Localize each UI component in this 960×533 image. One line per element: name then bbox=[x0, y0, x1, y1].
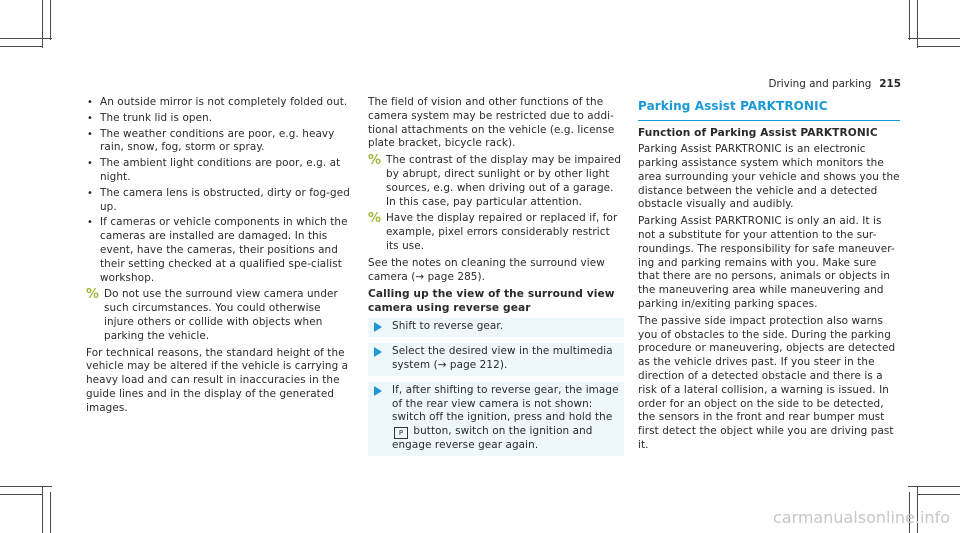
crop-mark bbox=[50, 492, 51, 533]
paragraph: The passive side impact protection also warns you of obstacles to the side. During the parking procedure or maneuvering, objects are detected as the vehicle drives past. If you steer in the direction of a detected obstacle and there is a risk of a lateral collision, a warning is issued. In order for an object on the side to be detected, the sensors in the front and rear bumper must first detect the object while you are driving past it. bbox=[638, 314, 896, 452]
list-item bbox=[86, 112, 350, 126]
list-item bbox=[86, 216, 350, 285]
crop-mark bbox=[0, 38, 52, 39]
paragraph: For technical reasons, the standard height of the vehicle may be altered if the vehicle is carrying a heavy load and can result in inaccuracies in the guide lines and in the display of the generated images. bbox=[86, 346, 349, 414]
list-item bbox=[86, 187, 350, 215]
subheading: Function of Parking Assist PARKTRONIC bbox=[638, 126, 878, 139]
crop-mark bbox=[908, 486, 960, 487]
parking-camera-button-icon: P bbox=[394, 427, 408, 439]
procedure-step bbox=[368, 318, 624, 337]
section-heading: Parking Assist PARKTRONIC bbox=[638, 100, 900, 121]
note-text: Have the display repaired or replaced if, for example, pixel errors considerably restrict its use. bbox=[386, 212, 618, 252]
crop-mark bbox=[908, 38, 960, 39]
list-item-text: The ambient light conditions are poor, e.g. at night. bbox=[100, 157, 341, 183]
note bbox=[86, 288, 350, 343]
step-text: button, switch on the ignition and engage reverse gear again. bbox=[392, 425, 593, 452]
page-header bbox=[768, 78, 901, 90]
note-text: Do not use the surround view camera under such circumstances. You could otherwise injure others or collide with objects when parking the vehicle. bbox=[104, 288, 338, 342]
paragraph: Parking Assist PARKTRONIC is an electronic parking assistance system which monitors the area surrounding your vehicle and shows you the distance between the vehicle and a detected obstacle visually and audibly. bbox=[638, 143, 900, 211]
procedure-step bbox=[368, 343, 624, 376]
crop-mark bbox=[917, 46, 960, 47]
crop-mark bbox=[42, 0, 43, 48]
list-item-text: The trunk lid is open. bbox=[100, 111, 213, 124]
step-arrow-icon bbox=[374, 347, 382, 357]
info-icon: % bbox=[86, 287, 100, 303]
paragraph: Parking Assist PARKTRONIC is only an aid. It is not a substitute for your attention to the sur-roundings. The responsibility for safe maneuver-ing and parking remains with you. Make sure that there are no persons, animals or objects in the maneuvering area while maneuvering and parking in/exiting parking spaces. bbox=[638, 215, 895, 311]
column-left bbox=[86, 96, 350, 419]
list-item bbox=[86, 128, 350, 156]
list-item-text: The weather conditions are poor, e.g. heavy rain, snow, fog, storm or spray. bbox=[100, 127, 335, 154]
paragraph: See the notes on cleaning the surround view camera (→ page 285). bbox=[368, 256, 605, 283]
crop-mark bbox=[917, 0, 918, 48]
crop-mark bbox=[917, 494, 960, 495]
bullet-icon: • bbox=[87, 187, 93, 199]
step-arrow-icon bbox=[374, 386, 382, 396]
bullet-icon: • bbox=[87, 112, 93, 124]
list-item-text: The camera lens is obstructed, dirty or fog-ged up. bbox=[100, 186, 350, 213]
bullet-icon: • bbox=[87, 158, 93, 170]
info-icon: % bbox=[368, 211, 382, 227]
bullet-icon: • bbox=[87, 97, 93, 108]
bullet-icon: • bbox=[87, 217, 93, 229]
column-middle bbox=[368, 96, 624, 462]
list-item-text: An outside mirror is not completely folded out. bbox=[100, 96, 348, 108]
paragraph: The field of vision and other functions of the camera system may be restricted due to addi-tional attachments on the vehicle (e.g. license plate bracket, bicycle rack). bbox=[368, 96, 615, 150]
crop-mark bbox=[909, 0, 910, 40]
step-arrow-icon bbox=[374, 322, 382, 332]
crop-mark bbox=[0, 46, 43, 47]
section-title: Driving and parking bbox=[768, 78, 872, 90]
step-text: Select the desired view in the multimedia system (→ page 212). bbox=[392, 345, 613, 371]
list-item-text: If cameras or vehicle components in which the cameras are installed are damaged. In this event, have the cameras, their positions and their setting checked at a qualified spe-cialist workshop. bbox=[100, 216, 348, 284]
crop-mark bbox=[0, 486, 52, 487]
list-item bbox=[86, 157, 350, 185]
list-item bbox=[86, 96, 350, 110]
watermark: carmanualsonline.info bbox=[772, 508, 950, 527]
note bbox=[368, 154, 624, 209]
column-right bbox=[638, 100, 900, 456]
procedure-step bbox=[368, 382, 624, 456]
procedure-heading: Calling up the view of the surround view camera using reverse gear bbox=[368, 288, 615, 314]
step-text: If, after shifting to reverse gear, the image of the rear view camera is not shown: switch off the ignition, press and hold the bbox=[392, 383, 619, 424]
info-icon: % bbox=[368, 153, 382, 169]
page-number: 215 bbox=[879, 78, 901, 90]
crop-mark bbox=[50, 0, 51, 40]
bullet-icon: • bbox=[87, 128, 93, 140]
crop-mark bbox=[0, 494, 43, 495]
note bbox=[368, 212, 624, 253]
step-text: Shift to reverse gear. bbox=[392, 320, 504, 333]
note-text: The contrast of the display may be impaired by abrupt, direct sunlight or by other light sources, e.g. when driving out of a garage. In this case, pay particular attention. bbox=[386, 154, 622, 208]
